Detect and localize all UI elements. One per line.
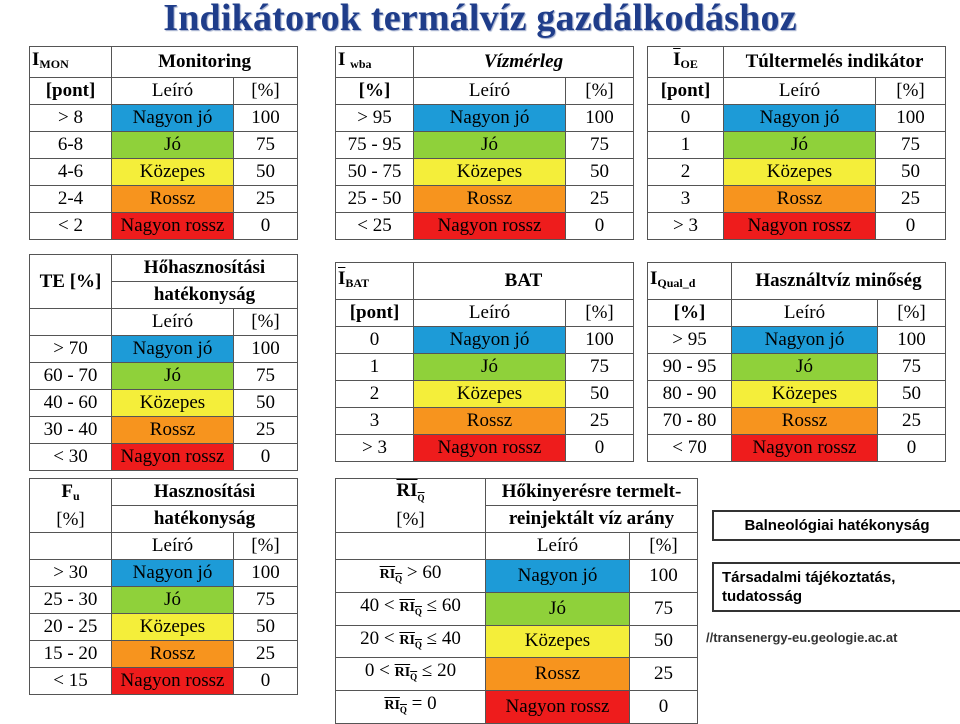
- wba-title: Vízmérleg: [414, 47, 634, 78]
- range-cell: < 2: [30, 213, 112, 240]
- rating-cell: Nagyon jó: [732, 327, 878, 354]
- rating-cell: Nagyon jó: [414, 105, 566, 132]
- reinjektalt-table: [335, 478, 698, 724]
- leiro-header: Leíró: [414, 78, 566, 105]
- value-cell: 50: [234, 614, 298, 641]
- rating-cell: Rossz: [724, 186, 876, 213]
- value-cell: 75: [234, 587, 298, 614]
- range-cell: 25 - 50: [336, 186, 414, 213]
- pct-header: [%]: [878, 300, 946, 327]
- value-cell: 25: [566, 186, 634, 213]
- range-cell: 15 - 20: [30, 641, 112, 668]
- value-cell: 25: [234, 186, 298, 213]
- rating-cell: Nagyon rossz: [112, 668, 234, 695]
- leiro-header: Leíró: [414, 300, 566, 327]
- te-title-2: hatékonyság: [112, 282, 298, 309]
- fu-title-2: hatékonyság: [112, 506, 298, 533]
- value-cell: 50: [566, 381, 634, 408]
- unit-label: [pont]: [30, 78, 112, 105]
- empty-cell: [30, 309, 112, 336]
- pct-header: [%]: [630, 533, 698, 560]
- vizmerleg-table: [335, 46, 634, 240]
- rating-cell: Közepes: [414, 381, 566, 408]
- ri-title-2: reinjektált víz arány: [486, 506, 698, 533]
- value-cell: 50: [878, 381, 946, 408]
- range-cell: 40 - 60: [30, 390, 112, 417]
- balneologiai-box: [712, 510, 960, 541]
- rating-cell: Jó: [414, 132, 566, 159]
- value-cell: 100: [566, 105, 634, 132]
- range-cell: $40 < RI_Q \le 60$: [336, 592, 486, 625]
- te-title-1: Hőhasznosítási: [112, 255, 298, 282]
- ri-title-1: Hőkinyerésre termelt-: [486, 479, 698, 506]
- range-cell: 1: [648, 132, 724, 159]
- value-cell: 50: [630, 625, 698, 658]
- pct-header: [%]: [234, 309, 298, 336]
- balneologiai-label: Balneológiai hatékonyság: [744, 517, 930, 534]
- rating-cell: Rossz: [414, 186, 566, 213]
- rating-cell: Nagyon rossz: [414, 213, 566, 240]
- rating-cell: Rossz: [112, 641, 234, 668]
- range-cell: 0: [648, 105, 724, 132]
- rating-cell: Közepes: [724, 159, 876, 186]
- unit-label: [%]: [648, 300, 732, 327]
- rating-cell: Közepes: [732, 381, 878, 408]
- oe-title: Túltermelés indikátor: [724, 47, 946, 78]
- source-url: //transenergy-eu.geologie.ac.at: [706, 630, 898, 645]
- pct-header: [%]: [566, 78, 634, 105]
- rating-cell: Jó: [112, 132, 234, 159]
- value-cell: 75: [234, 363, 298, 390]
- value-cell: 100: [876, 105, 946, 132]
- range-cell: 6-8: [30, 132, 112, 159]
- fu-title-1: Hasznosítási: [112, 479, 298, 506]
- value-cell: 75: [566, 354, 634, 381]
- value-cell: 25: [878, 408, 946, 435]
- qual-title: Használtvíz minőség: [732, 263, 946, 300]
- range-cell: $RI_Q > 60$: [336, 560, 486, 593]
- rating-cell: Nagyon jó: [724, 105, 876, 132]
- value-cell: 0: [566, 435, 634, 462]
- value-cell: 50: [234, 390, 298, 417]
- value-cell: 100: [566, 327, 634, 354]
- rating-cell: Nagyon jó: [414, 327, 566, 354]
- range-cell: 2: [336, 381, 414, 408]
- value-cell: 75: [566, 132, 634, 159]
- value-cell: 25: [234, 641, 298, 668]
- rating-cell: Közepes: [112, 159, 234, 186]
- value-cell: 75: [876, 132, 946, 159]
- bat-symbol: $\overline{I}_{BAT}$: [336, 263, 414, 300]
- bat-title: BAT: [414, 263, 634, 300]
- value-cell: 0: [234, 213, 298, 240]
- value-cell: 75: [878, 354, 946, 381]
- range-cell: > 95: [336, 105, 414, 132]
- range-cell: < 30: [30, 444, 112, 471]
- range-cell: 75 - 95: [336, 132, 414, 159]
- value-cell: 25: [876, 186, 946, 213]
- hasznaltviz-table: [647, 262, 946, 462]
- range-cell: $20 < RI_Q \le 40$: [336, 625, 486, 658]
- rating-cell: Nagyon jó: [112, 560, 234, 587]
- rating-cell: Rossz: [112, 417, 234, 444]
- oe-symbol: $\overline{I}_{OE}$: [648, 47, 724, 78]
- tarsadalmi-label-2: tudatosság: [722, 588, 803, 605]
- rating-cell: Jó: [112, 587, 234, 614]
- fu-symbol: $F_u$ [%]: [30, 479, 112, 533]
- value-cell: 0: [234, 668, 298, 695]
- pct-header: [%]: [876, 78, 946, 105]
- empty-cell: [336, 533, 486, 560]
- leiro-header: Leíró: [112, 309, 234, 336]
- qual-symbol: $I_{Qual\_d}$: [648, 263, 732, 300]
- rating-cell: Nagyon rossz: [486, 691, 630, 724]
- range-cell: > 3: [648, 213, 724, 240]
- monitoring-table: [29, 46, 298, 240]
- range-cell: 1: [336, 354, 414, 381]
- value-cell: 100: [234, 560, 298, 587]
- range-cell: > 30: [30, 560, 112, 587]
- value-cell: 50: [566, 159, 634, 186]
- value-cell: 0: [630, 691, 698, 724]
- unit-label: [pont]: [648, 78, 724, 105]
- range-cell: < 25: [336, 213, 414, 240]
- rating-cell: Jó: [486, 592, 630, 625]
- rating-cell: Nagyon rossz: [414, 435, 566, 462]
- value-cell: 0: [878, 435, 946, 462]
- mon-symbol: $I_{MON}$: [30, 47, 112, 78]
- value-cell: 50: [876, 159, 946, 186]
- range-cell: 4-6: [30, 159, 112, 186]
- bat-table: [335, 262, 634, 462]
- rating-cell: Nagyon rossz: [112, 213, 234, 240]
- value-cell: 50: [234, 159, 298, 186]
- tarsadalmi-box: [712, 562, 960, 612]
- rating-cell: Rossz: [112, 186, 234, 213]
- page-title: Indikátorok termálvíz gazdálkodáshoz: [163, 0, 797, 39]
- range-cell: 60 - 70: [30, 363, 112, 390]
- rating-cell: Rossz: [732, 408, 878, 435]
- rating-cell: Nagyon rossz: [112, 444, 234, 471]
- range-cell: 2: [648, 159, 724, 186]
- pct-header: [%]: [566, 300, 634, 327]
- unit-label: [%]: [336, 78, 414, 105]
- range-cell: 30 - 40: [30, 417, 112, 444]
- rating-cell: Jó: [414, 354, 566, 381]
- hasznositasi-table: [29, 478, 298, 695]
- rating-cell: Jó: [732, 354, 878, 381]
- wba-symbol: I $_{wba}$: [336, 47, 414, 78]
- rating-cell: Rossz: [414, 408, 566, 435]
- rating-cell: Rossz: [486, 658, 630, 691]
- range-cell: 3: [336, 408, 414, 435]
- rating-cell: Közepes: [112, 390, 234, 417]
- range-cell: $0 < RI_Q \le 20$: [336, 658, 486, 691]
- tarsadalmi-label-1: Társadalmi tájékoztatás,: [722, 569, 896, 586]
- value-cell: 25: [234, 417, 298, 444]
- leiro-header: Leíró: [112, 78, 234, 105]
- te-symbol: TE [%]: [30, 255, 112, 309]
- pct-header: [%]: [234, 78, 298, 105]
- empty-cell: [30, 533, 112, 560]
- leiro-header: Leíró: [486, 533, 630, 560]
- range-cell: 3: [648, 186, 724, 213]
- leiro-header: Leíró: [112, 533, 234, 560]
- range-cell: 90 - 95: [648, 354, 732, 381]
- range-cell: 80 - 90: [648, 381, 732, 408]
- rating-cell: Nagyon rossz: [732, 435, 878, 462]
- value-cell: 0: [566, 213, 634, 240]
- ri-unit: [%]: [396, 508, 425, 530]
- range-cell: > 70: [30, 336, 112, 363]
- range-cell: 0: [336, 327, 414, 354]
- mon-title: Monitoring: [112, 47, 298, 78]
- range-cell: 25 - 30: [30, 587, 112, 614]
- range-cell: 50 - 75: [336, 159, 414, 186]
- rating-cell: Közepes: [112, 614, 234, 641]
- range-cell: < 70: [648, 435, 732, 462]
- ri-symbol: $RI_Q$ [%]: [336, 479, 486, 533]
- rating-cell: Nagyon jó: [112, 336, 234, 363]
- range-cell: 70 - 80: [648, 408, 732, 435]
- tultermeles-table: [647, 46, 946, 240]
- rating-cell: Közepes: [414, 159, 566, 186]
- rating-cell: Nagyon rossz: [724, 213, 876, 240]
- rating-cell: Nagyon jó: [112, 105, 234, 132]
- rating-cell: Közepes: [486, 625, 630, 658]
- value-cell: 0: [876, 213, 946, 240]
- rating-cell: Jó: [724, 132, 876, 159]
- value-cell: 100: [234, 105, 298, 132]
- value-cell: 25: [566, 408, 634, 435]
- value-cell: 100: [234, 336, 298, 363]
- range-cell: > 8: [30, 105, 112, 132]
- range-cell: $RI_Q = 0$: [336, 691, 486, 724]
- rating-cell: Nagyon jó: [486, 560, 630, 593]
- value-cell: 100: [878, 327, 946, 354]
- rating-cell: Jó: [112, 363, 234, 390]
- leiro-header: Leíró: [732, 300, 878, 327]
- value-cell: 75: [234, 132, 298, 159]
- unit-label: [pont]: [336, 300, 414, 327]
- range-cell: 2-4: [30, 186, 112, 213]
- range-cell: 20 - 25: [30, 614, 112, 641]
- fu-unit: [%]: [56, 508, 85, 530]
- value-cell: 75: [630, 592, 698, 625]
- leiro-header: Leíró: [724, 78, 876, 105]
- range-cell: > 3: [336, 435, 414, 462]
- value-cell: 0: [234, 444, 298, 471]
- range-cell: > 95: [648, 327, 732, 354]
- hohasznositasi-table: [29, 254, 298, 471]
- pct-header: [%]: [234, 533, 298, 560]
- range-cell: < 15: [30, 668, 112, 695]
- value-cell: 100: [630, 560, 698, 593]
- value-cell: 25: [630, 658, 698, 691]
